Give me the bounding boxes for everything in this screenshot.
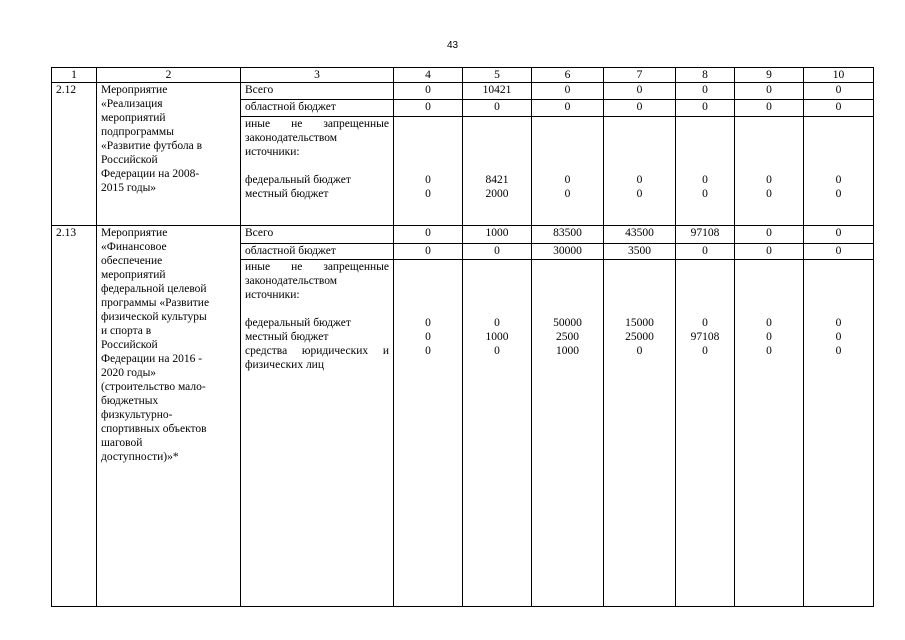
value-cell: 0 0 xyxy=(804,117,874,226)
value-cell: 0 xyxy=(804,226,874,244)
value-cell: 0 xyxy=(676,244,735,260)
value-cell: 0 xyxy=(394,244,463,260)
value-cell: 0 xyxy=(394,226,463,244)
column-number: 9 xyxy=(735,68,804,83)
value-cell: 0 0 0 xyxy=(394,260,463,607)
source-label: средства юридических и физических лиц xyxy=(245,345,389,371)
value-cell: 0 xyxy=(532,83,604,100)
value-cell: 0 0 0 xyxy=(735,260,804,607)
value-cell: 0 1000 0 xyxy=(463,260,532,607)
row-id: 2.12 xyxy=(52,83,97,226)
column-number: 2 xyxy=(97,68,241,83)
other-sources-label: иные не запрещенные законодательством источники: xyxy=(245,118,389,158)
value-cell: 43500 xyxy=(604,226,676,244)
page-number: 43 xyxy=(446,40,459,51)
column-number: 7 xyxy=(604,68,676,83)
value-cell: 0 0 xyxy=(676,117,735,226)
column-number: 6 xyxy=(532,68,604,83)
column-number: 8 xyxy=(676,68,735,83)
value-cell: 0 xyxy=(735,226,804,244)
value-cell: 0 0 xyxy=(394,117,463,226)
source-label: федеральный бюджет xyxy=(245,317,351,329)
source-label: местный бюджет xyxy=(245,188,329,200)
value-cell: 0 xyxy=(676,100,735,117)
value-cell: 0 xyxy=(463,244,532,260)
value-cell: 0 0 0 xyxy=(804,260,874,607)
value-cell: 1000 xyxy=(463,226,532,244)
value-cell: 0 xyxy=(804,83,874,100)
value-cell: 0 0 xyxy=(735,117,804,226)
column-number: 1 xyxy=(52,68,97,83)
value-cell: 0 xyxy=(804,244,874,260)
value-cell: 0 xyxy=(604,83,676,100)
source-label: федеральный бюджет xyxy=(245,174,351,186)
value-cell: 0 xyxy=(735,83,804,100)
value-cell: 0 xyxy=(804,100,874,117)
other-sources-cell xyxy=(241,260,394,607)
value-cell: 0 xyxy=(604,100,676,117)
value-cell: 50000 2500 1000 xyxy=(532,260,604,607)
column-number: 5 xyxy=(463,68,532,83)
value-cell: 3500 xyxy=(604,244,676,260)
value-cell: 0 xyxy=(676,83,735,100)
table-row xyxy=(52,226,874,244)
other-sources-cell xyxy=(241,117,394,226)
table-row xyxy=(52,83,874,100)
value-cell: 30000 xyxy=(532,244,604,260)
value-cell: 0 xyxy=(394,100,463,117)
value-cell: 8421 2000 xyxy=(463,117,532,226)
value-cell: 10421 xyxy=(463,83,532,100)
value-cell: 0 xyxy=(394,83,463,100)
row-id: 2.13 xyxy=(52,226,97,607)
source-label: областной бюджет xyxy=(241,244,394,260)
value-cell: 83500 xyxy=(532,226,604,244)
value-cell: 0 xyxy=(463,100,532,117)
value-cell: 15000 25000 0 xyxy=(604,260,676,607)
value-cell: 0 xyxy=(735,244,804,260)
value-cell: 0 0 xyxy=(532,117,604,226)
column-number: 3 xyxy=(241,68,394,83)
source-label: Всего xyxy=(241,83,394,100)
column-number-row xyxy=(52,68,874,83)
column-number: 10 xyxy=(804,68,874,83)
value-cell: 0 0 xyxy=(604,117,676,226)
value-cell: 0 97108 0 xyxy=(676,260,735,607)
value-cell: 0 xyxy=(532,100,604,117)
other-sources-label: иные не запрещенные законодательством источники: xyxy=(245,261,389,301)
activity-title: Мероприятие «Финансовое обеспечение мероприятий федеральной целевой программы «Развитие физической культуры и спорта в Российской Федерации на 2016 - 2020 годы» (строительство мало- бюджетных физкультурно- спортивных объектов шаговой доступности)»* xyxy=(97,226,241,607)
source-label: областной бюджет xyxy=(241,100,394,117)
activity-title: Мероприятие «Реализация мероприятий подпрограммы «Развитие футбола в Российской Федерации на 2008- 2015 годы» xyxy=(97,83,241,226)
source-label: Всего xyxy=(241,226,394,244)
value-cell: 97108 xyxy=(676,226,735,244)
source-label: местный бюджет xyxy=(245,331,329,343)
budget-table xyxy=(51,67,874,607)
value-cell: 0 xyxy=(735,100,804,117)
column-number: 4 xyxy=(394,68,463,83)
